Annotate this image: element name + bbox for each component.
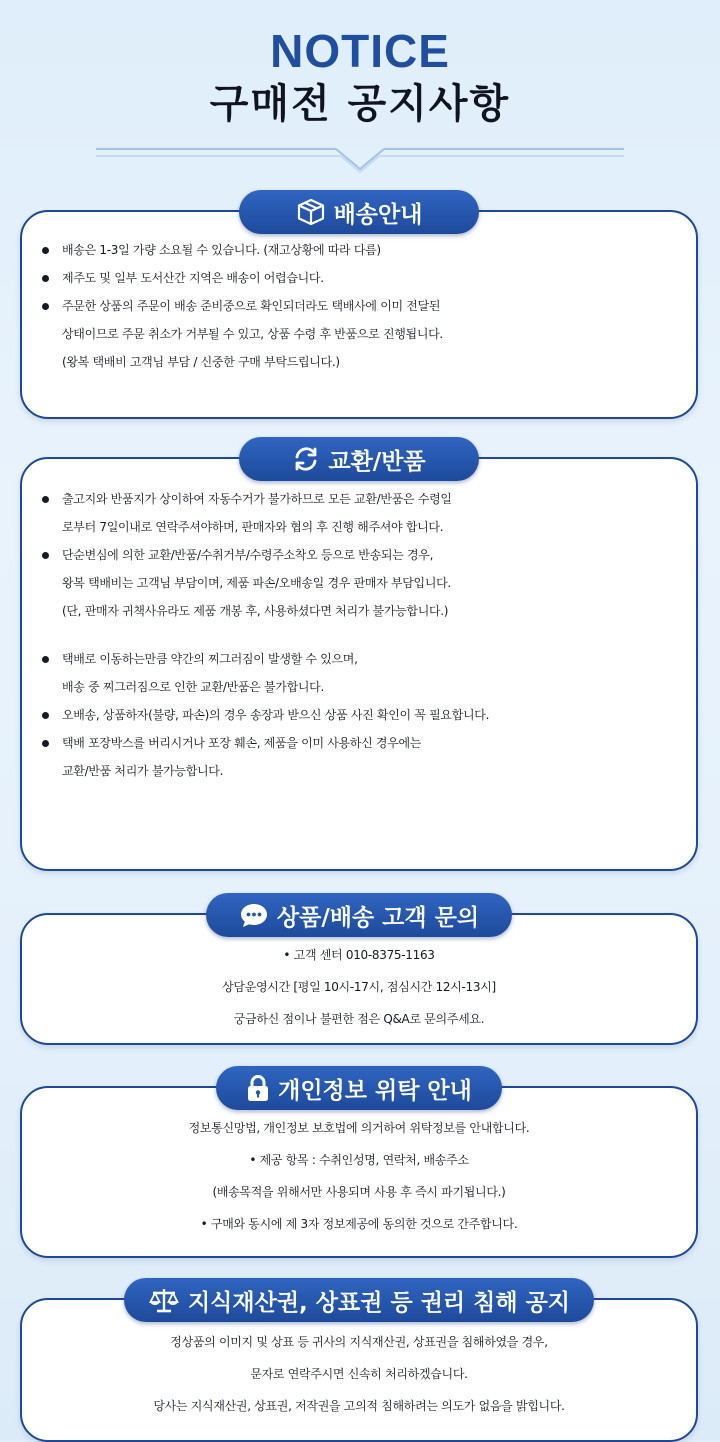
privacy-box (20, 1086, 698, 1258)
list-item (38, 541, 692, 569)
list-item-text: (왕복 택배비 고객님 부담 / 신중한 구매 부탁드립니다.) (62, 355, 340, 369)
inquiry-line: 상담운영시간 [평일 10시-17시, 점심시간 12시-13시] (222, 980, 496, 994)
shipping-list (38, 236, 692, 376)
notice-title-ko: 구매전 공지사항 (209, 81, 511, 127)
list-item (38, 292, 692, 320)
box-icon (296, 198, 326, 226)
list-item (38, 236, 692, 264)
privacy-line: (배송목적을 위해서만 사용되며 사용 후 즉시 파기됩니다.) (212, 1185, 506, 1199)
bullet-dot (42, 656, 49, 663)
ip-lines (22, 1326, 696, 1422)
privacy-title: 개인정보 위탁 안내 (278, 1077, 472, 1104)
privacy-line: 정보통신망법, 개인정보 보호법에 의거하여 위탁정보를 안내합니다. (188, 1121, 530, 1135)
inquiry-title: 상품/배송 고객 문의 (276, 904, 480, 931)
ip-section (20, 1278, 698, 1438)
list-item-text: 주문한 상품의 주문이 배송 준비중으로 확인되더라도 택배사에 이미 전달된 (62, 299, 441, 313)
list-item (38, 673, 692, 701)
shipping-title: 배송안내 (333, 201, 423, 228)
list-item (38, 513, 692, 541)
list-item (38, 264, 692, 292)
exchange-section (20, 437, 698, 877)
list-item-text: 출고지와 반품지가 상이하여 자동수거가 불가하므로 모든 교환/반품은 수령일 (62, 492, 452, 506)
list-item (38, 485, 692, 513)
scales-icon (148, 1286, 180, 1314)
lock-icon (246, 1074, 270, 1102)
ip-line: 정상품의 이미지 및 상표 등 귀사의 지식재산권, 상표권을 침해하였을 경우, (170, 1335, 548, 1349)
bullet-dot (42, 496, 49, 503)
exchange-title-pill (239, 437, 479, 481)
list-item (38, 597, 692, 625)
privacy-title-pill (216, 1066, 502, 1110)
privacy-section (20, 1066, 698, 1261)
privacy-lines (22, 1112, 696, 1240)
privacy-line: • 구매와 동시에 제 3자 정보제공에 동의한 것으로 간주합니다. (200, 1217, 518, 1231)
shipping-section (20, 190, 698, 420)
list-item (38, 757, 692, 785)
shipping-title-pill (239, 190, 479, 234)
exchange-list (38, 485, 692, 785)
bullet-dot (42, 247, 49, 254)
inquiry-line: 궁금하신 점이나 불편한 점은 Q&A로 문의주세요. (233, 1012, 485, 1026)
list-item-text: 상태이므로 주문 취소가 거부될 수 있고, 상품 수령 후 반품으로 진행됩니다. (62, 327, 443, 341)
list-item (38, 348, 692, 376)
list-item (38, 729, 692, 757)
bullet-dot (42, 740, 49, 747)
bullet-dot (42, 552, 49, 559)
privacy-line: • 제공 항목 : 수취인성명, 연락처, 배송주소 (249, 1153, 469, 1167)
bullet-dot (42, 712, 49, 719)
ip-title-pill (124, 1278, 594, 1322)
list-item-text: 로부터 7일이내로 연락주셔야하며, 판매자와 협의 후 진행 해주셔야 합니다. (62, 520, 444, 534)
list-item-text: (단, 판매자 귀책사유라도 제품 개봉 후, 사용하셨다면 처리가 불가능합니다.) (62, 604, 449, 618)
ip-title: 지식재산권, 상표권 등 권리 침해 공지 (187, 1289, 571, 1316)
list-item-text: 단순변심에 의한 교환/반품/수취거부/수령주소착오 등으로 반송되는 경우, (62, 548, 434, 562)
list-spacer (38, 625, 692, 645)
list-item (38, 320, 692, 348)
list-item (38, 569, 692, 597)
exchange-title: 교환/반품 (328, 448, 426, 475)
list-item-text: 제주도 및 일부 도서산간 지역은 배송이 어렵습니다. (62, 271, 324, 285)
notice-title-en: NOTICE (270, 25, 450, 77)
inquiry-section (20, 893, 698, 1053)
header-divider (96, 145, 624, 175)
list-item (38, 701, 692, 729)
list-item-text: 배송은 1-3일 가량 소요될 수 있습니다. (재고상황에 따라 다름) (62, 243, 381, 257)
list-item-text: 배송 중 찌그러짐으로 인한 교환/반품은 불가합니다. (62, 680, 324, 694)
inquiry-lines (22, 939, 696, 1035)
inquiry-title-pill (206, 893, 512, 937)
list-item-text: 택배로 이동하는만큼 약간의 찌그러짐이 발생할 수 있으며, (62, 652, 358, 666)
ip-line: 문자로 연락주시면 신속히 처리하겠습니다. (250, 1367, 468, 1381)
list-item-text: 왕복 택배비는 고객님 부담이며, 제품 파손/오배송일 경우 판매자 부담입니다. (62, 576, 451, 590)
bullet-dot (42, 303, 49, 310)
list-item-text: 택배 포장박스를 버리시거나 포장 훼손, 제품을 이미 사용하신 경우에는 (62, 736, 422, 750)
list-item-text: 오배송, 상품하자(불량, 파손)의 경우 송장과 받으신 상품 사진 확인이 꼭 필요합니다. (62, 708, 490, 722)
refresh-icon (292, 445, 320, 473)
list-item (38, 645, 692, 673)
bullet-dot (42, 275, 49, 282)
notice-header (0, 24, 720, 128)
chat-icon (239, 901, 269, 929)
exchange-box (20, 457, 698, 871)
list-item-text: 교환/반품 처리가 불가능합니다. (62, 764, 224, 778)
inquiry-line: • 고객 센터 010-8375-1163 (283, 948, 435, 962)
ip-line: 당사는 지식재산권, 상표권, 저작권을 고의적 침해하려는 의도가 없음을 밝힙니다. (153, 1399, 565, 1413)
shipping-box (20, 210, 698, 419)
